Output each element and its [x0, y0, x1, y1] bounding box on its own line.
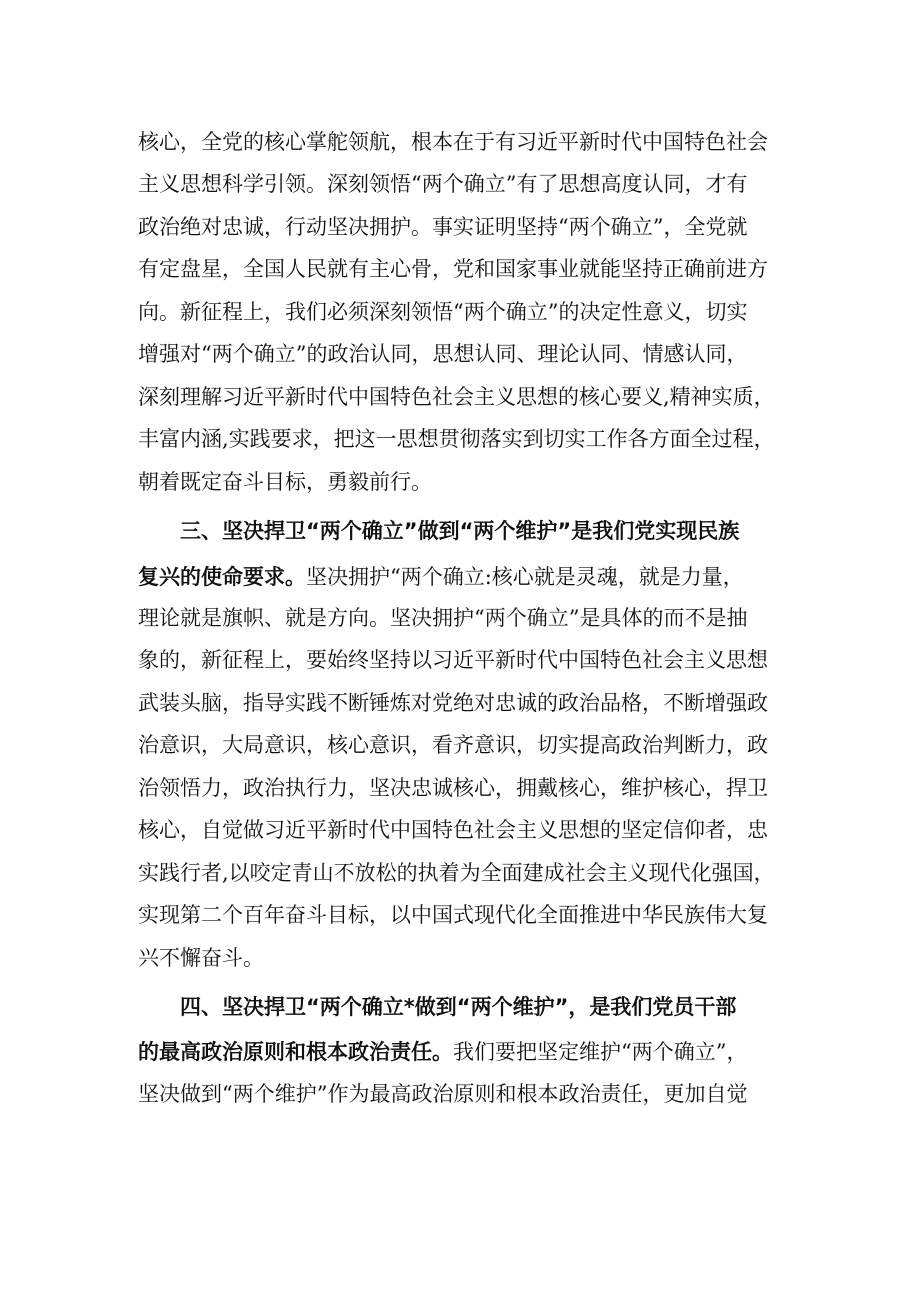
paragraph-line: 治领悟力，政治执行力，坚决忠诚核心，拥戴核心，维护核心，捍卫	[138, 776, 768, 800]
paragraph-line: 政治绝对忠诚，行动坚决拥护。事实证明坚持“两个确立”，全党就	[138, 215, 748, 239]
section-4-heading: 四、坚决捍卫“两个确立*做到“两个维护”，是我们党员干部	[180, 995, 737, 1019]
paragraph-line: 增强对“两个确立”的政治认同，思想认同、理论认同、情感认同，	[138, 342, 748, 366]
paragraph-line: 朝着既定奋斗目标，勇毅前行。	[138, 470, 432, 494]
section-4-line	[138, 1037, 747, 1067]
paragraph-line: 主义思想科学引领。深刻领悟“两个确立”有了思想高度认同，才有	[138, 172, 748, 196]
section-3-heading-continued: 复兴的使命要求。	[138, 565, 306, 589]
paragraph-line: 核心，全党的核心掌舵领航，根本在于有习近平新时代中国特色社会	[138, 130, 768, 154]
section-4-heading-continued: 的最高政治原则和根本政治责任。	[138, 1040, 453, 1064]
paragraph-line: 兴不懈奋斗。	[138, 946, 264, 970]
paragraph-line: 象的，新征程上，要始终坚持以习近平新时代中国特色社会主义思想	[138, 648, 768, 672]
section-3-heading: 三、坚决捍卫“两个确立”做到“两个维护”是我们党实现民族	[180, 519, 740, 543]
section-3-line	[138, 562, 744, 592]
paragraph-line: 实现第二个百年奋斗目标，以中国式现代化全面推进中华民族伟大复	[138, 903, 768, 927]
paragraph-line: 核心，自觉做习近平新时代中国特色社会主义思想的坚定信仰者，忠	[138, 818, 768, 842]
paragraph-line: 丰富内涵,实践要求，把这一思想贯彻落实到切实工作各方面全过程，	[138, 427, 775, 451]
paragraph-line: 治意识，大局意识，核心意识，看齐意识，切实提高政治判断力，政	[138, 733, 768, 757]
paragraph-line: 坚决做到“两个维护”作为最高政治原则和根本政治责任，更加自觉	[138, 1082, 748, 1106]
paragraph-line: 有定盘星，全国人民就有主心骨，党和国家事业就能坚持正确前进方	[138, 257, 768, 281]
paragraph-line: 深刻理解习近平新时代中国特色社会主义思想的核心要义,精神实质，	[138, 385, 775, 409]
paragraph-line: 实践行者,以咬定青山不放松的执着为全面建成社会主义现代化强国，	[138, 861, 775, 885]
paragraph-line: 向。新征程上，我们必须深刻领悟“两个确立”的决定性意义，切实	[138, 300, 748, 324]
paragraph-line: 武装头脑，指导实践不断锤炼对党绝对忠诚的政治品格，不断增强政	[138, 691, 768, 715]
section-3-text: 坚决拥护“两个确立:核心就是灵魂，就是力量，	[306, 565, 744, 589]
paragraph-line: 理论就是旗帜、就是方向。坚决拥护“两个确立”是具体的而不是抽	[138, 606, 748, 630]
section-4-text: 我们要把坚定维护“两个确立”，	[453, 1040, 748, 1064]
